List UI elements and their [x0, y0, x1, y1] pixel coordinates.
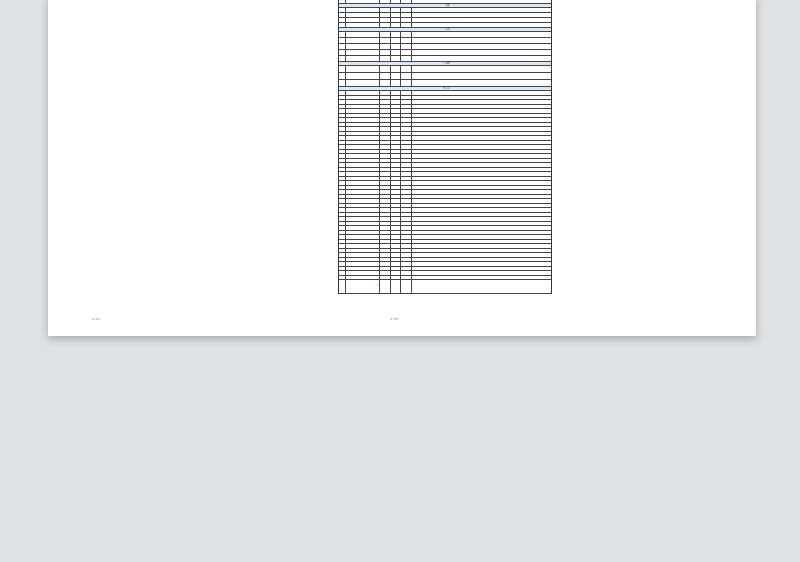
section-title: 二.油漆 [443, 29, 450, 31]
footer-left-signature: 客户签名： [92, 319, 103, 321]
section-title: 三.墙面 [443, 63, 450, 65]
table-row [339, 73, 551, 80]
totals-label: 合计 [375, 284, 380, 286]
document-page [48, 0, 756, 336]
table-row [339, 66, 551, 73]
totals-row [339, 280, 551, 294]
quotation-table [338, 0, 552, 294]
table-row [339, 80, 551, 87]
section-title: 一.基础 [443, 5, 450, 7]
footer-right-signature: 签字盖章： [390, 319, 401, 321]
section-title: 四.水电 [443, 88, 450, 90]
